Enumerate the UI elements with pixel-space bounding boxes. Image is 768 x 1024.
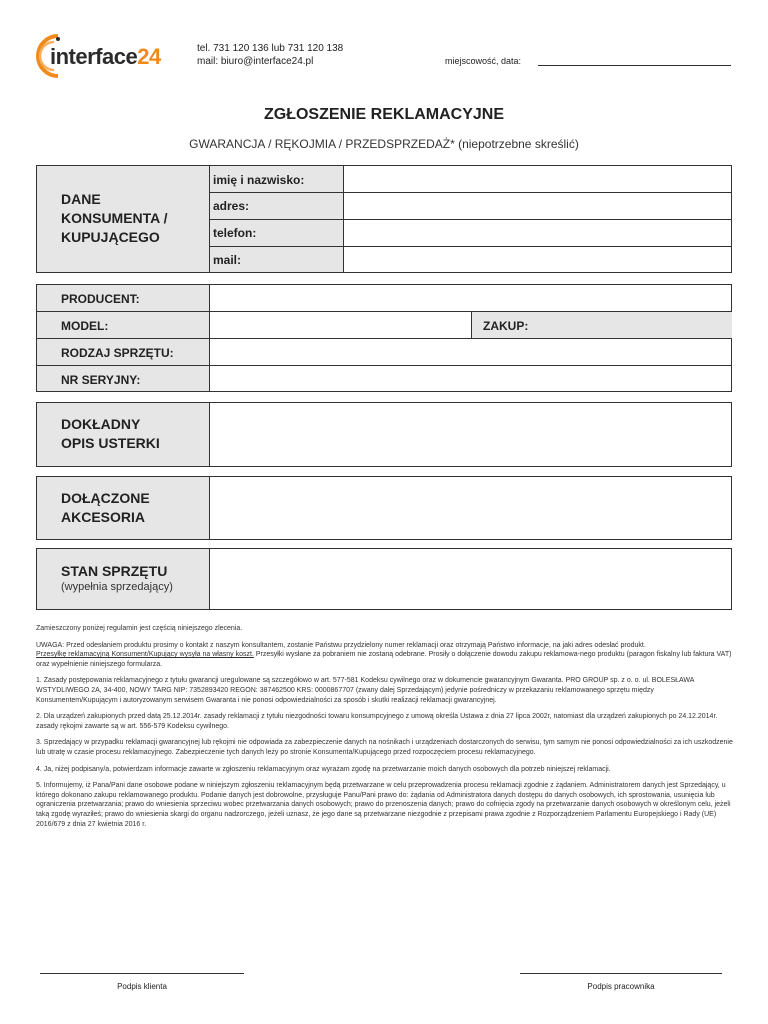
- serial-number-field[interactable]: [210, 366, 732, 391]
- employee-signature-line[interactable]: [520, 973, 722, 974]
- product-section: [36, 284, 732, 392]
- accessories-field[interactable]: [210, 477, 732, 539]
- client-signature-label: Podpis klienta: [117, 982, 167, 991]
- mail-label: mail:: [213, 253, 242, 267]
- terms-paragraph-5: 5. Informujemy, iż Pana/Pani dane osobowe podane w niniejszym zgłoszeniu reklamacyjnym będą przetwarzane w celu przeprowadzenia procesu reklamacji zgodnie z żądaniem. Administratorem danych jest Sprzedający, u którego dokonano zakupu reklamowanego produktu. Podanie danych jest dobrowolne, przysługuje Panu/Pani prawo do: żądania od Administratora danych dostępu do danych osobowych, ich sprostowania, usunięcia lub ograniczenia przetwarzania; prawo do wniesienia sprzeciwu wobec przetwarzania danych osobowych; prawo do przenoszenia danych; prawo do cofnięcia zgody na przetwarzanie danych osobowych w określonym celu, jeżeli taką zgodę wyraziłeś; prawo do wniesienia skargi do organu nadzorczego, jeżeli uznasz, że jego dane są przetwarzane niezgodnie z przepisami prawa zgodnie z Rozporządzeniem Parlamentu Europejskiego i Rady (UE) 2016/679 z dnia 27 kwietnia 2016 r.: [36, 782, 731, 828]
- producer-field[interactable]: [210, 285, 732, 311]
- fault-label: [61, 415, 160, 453]
- terms-paragraph-4: 4. Ja, niżej podpisany/a, potwierdzam informacje zawarte w zgłoszeniu reklamacyjnym oraz wyrażam zgodę na przetwarzanie moich danych osobowych dla potrzeb niniejszej reklamacji.: [36, 765, 611, 773]
- condition-section: [36, 548, 732, 610]
- terms-shipping-underlined: Przesyłkę reklamacyjną Konsument/Kupujący wysyła na własny koszt.: [36, 651, 254, 659]
- terms-paragraph-3: 3. Sprzedający w przypadku reklamacji gwarancyjnej lub rękojmi nie odpowiada za zabezpieczenie danych na nośnikach i urządzeniach dostarczonych do serwisu, tym samym nie ponosi odpowiedzialności za ich uszkodzenie lub utratę w czasie procesu reklamacyjnego. Zabezpieczenie tych danych leży po stronie Konsumenta/Kupującego przed rozpoczęciem procesu reklamacyjnego.: [36, 739, 733, 756]
- terms-shipping: [36, 650, 736, 669]
- phone-field[interactable]: [344, 220, 732, 246]
- terms-note: UWAGA: Przed odesłaniem produktu prosimy o kontakt z naszym konsultantem, zostanie Państwu przydzielony numer reklamacji oraz otrzymają Państwo informacje, na jaki adres odesłać produkt.: [36, 641, 646, 649]
- divider: [471, 312, 472, 338]
- place-date-field[interactable]: [538, 65, 731, 66]
- form-subtitle: GWARANCJA / RĘKOJMIA / PRZEDSPRZEDAŻ* (niepotrzebne skreślić): [189, 137, 579, 151]
- logo-text-main: interface: [50, 44, 138, 69]
- condition-field[interactable]: [210, 549, 732, 609]
- terms-paragraph-1: 1. Zasady postępowania reklamacyjnego z tytułu gwarancji uregulowane są szczegółowo w art. 577-581 Kodeksu cywilnego oraz w dokumencie gwarancyjnym Gwaranta. PRO GROUP sp. z o. o. ul. BOLESŁAWA WSTYDLIWEGO 2A, 34-400, NOWY TARG NIP: 7352893420 REGON: 387462500 KRS: 0000867707 (zwany dalej Sprzedającym) jedynie pośredniczy w przekazaniu reklamowanego sprzętu między Konsumentem/Kupującym i autoryzowanym serwisem Gwaranta i nie ponosi odpowiedzialności za sposób i skutki realizacji reklamacji gwarancyjnej.: [36, 677, 695, 704]
- logo-text-number: 24: [137, 44, 161, 69]
- accessories-label-line1: DOŁĄCZONE: [61, 490, 150, 506]
- terms-intro: Zamieszczony poniżej regulamin jest częścią niniejszego zlecenia.: [36, 625, 243, 632]
- equipment-type-label: RODZAJ SPRZĘTU:: [61, 346, 174, 360]
- accessories-section: [36, 476, 732, 540]
- address-field[interactable]: [344, 193, 732, 219]
- consumer-section-label: [61, 190, 168, 247]
- consumer-label-line3: KUPUJĄCEGO: [61, 229, 160, 245]
- client-signature-line[interactable]: [40, 973, 244, 974]
- place-date-label: miejscowość, data:: [445, 56, 522, 66]
- purchase-label: ZAKUP:: [483, 319, 529, 333]
- address-label: adres:: [213, 199, 250, 213]
- terms-shipping-rest: Przesyłki wysłane za pobraniem nie zostaną odebrane. Prosiły o dołączenie dowodu zakupu reklamowa-nego produktu (paragon fiskalny lub faktura VAT) oraz wypełnienie niniejszego formularza.: [36, 651, 732, 668]
- form-title: ZGŁOSZENIE REKLAMACYJNE: [263, 106, 504, 123]
- contact-mail: mail: biuro@interface24.pl: [197, 56, 314, 67]
- fault-section: [36, 402, 732, 467]
- terms-section: [36, 624, 736, 836]
- producer-label: PRODUCENT:: [61, 292, 140, 306]
- name-field[interactable]: [344, 166, 732, 192]
- phone-label: telefon:: [213, 226, 257, 240]
- accessories-label-line2: AKCESORIA: [61, 509, 146, 525]
- equipment-type-field[interactable]: [210, 339, 732, 365]
- fault-label-line2: OPIS USTERKI: [61, 435, 160, 451]
- mail-field[interactable]: [344, 247, 732, 272]
- condition-note: (wypełnia sprzedający): [61, 581, 173, 593]
- logo-wordmark: [50, 44, 161, 70]
- model-label: MODEL:: [61, 319, 109, 333]
- serial-number-label: NR SERYJNY:: [61, 373, 141, 387]
- contact-phone: tel. 731 120 136 lub 731 120 138: [197, 43, 344, 54]
- consumer-section: [36, 165, 732, 273]
- fault-label-line1: DOKŁADNY: [61, 416, 141, 432]
- contact-info: [197, 42, 343, 68]
- consumer-label-line1: DANE: [61, 191, 101, 207]
- name-label: imię i nazwisko:: [213, 173, 305, 187]
- terms-paragraph-2: 2. Dla urządzeń zakupionych przed datą 25.12.2014r. zasady reklamacji z tytułu niezgodności towaru konsumpcyjnego z umową określa Ustawa z dnia 27 lipca 2002r, natomiast dla urządzeń zakupionych po 24.12.2014r. zasady rękojmi zawarte są w art. 556-579 Kodeksu cywilnego.: [36, 713, 718, 730]
- condition-label: STAN SPRZĘTU: [61, 563, 168, 579]
- consumer-label-line2: KONSUMENTA /: [61, 210, 168, 226]
- fault-description-field[interactable]: [210, 403, 732, 466]
- accessories-label: [61, 489, 150, 527]
- employee-signature-label: Podpis pracownika: [587, 982, 655, 991]
- model-field[interactable]: [210, 312, 471, 338]
